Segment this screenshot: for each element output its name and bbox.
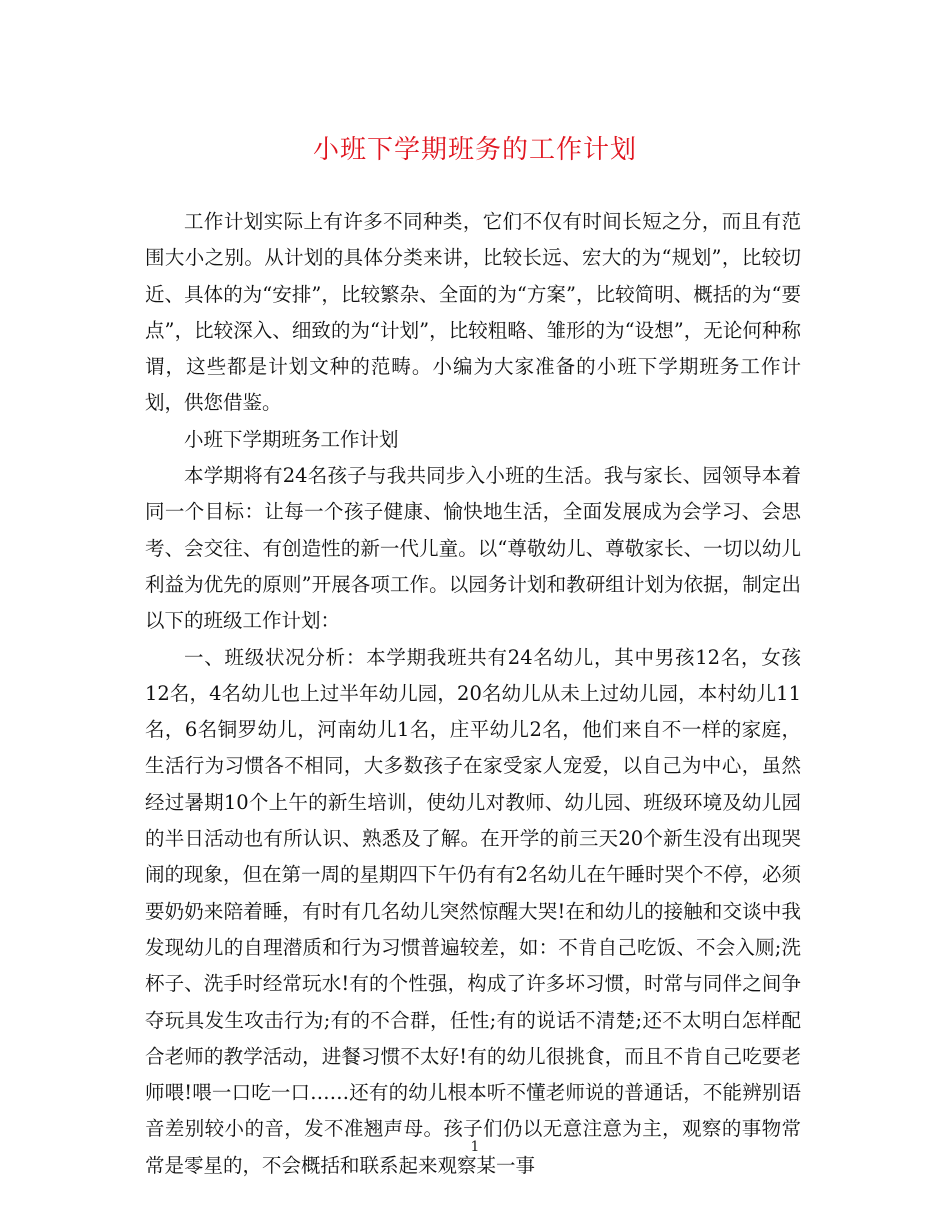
document-body	[145, 204, 801, 1184]
page-number: 1	[470, 1139, 480, 1155]
intro-paragraph: 工作计划实际上有许多不同种类，它们不仅有时间长短之分，而且有范围大小之别。从计划的具体分类来讲，比较长远、宏大的为“规划”，比较切近、具体的为“安排”，比较繁杂、全面的为“方案”，比较简明、概括的为“要点”，比较深入、细致的为“计划”，比较粗略、雏形的为“设想”，无论何种称谓，这些都是计划文种的范畴。小编为大家准备的小班下学期班务工作计划，供您借鉴。	[145, 210, 801, 415]
goal-paragraph: 本学期将有24名孩子与我共同步入小班的生活。我与家长、园领导本着同一个目标：让每一个孩子健康、愉快地生活，全面发展成为会学习、会思考、会交往、有创造性的新一代儿童。以“尊敬幼儿、尊敬家长、一切以幼儿利益为优先的原则”开展各项工作。以园务计划和教研组计划为依据，制定出以下的班级工作计划：	[145, 464, 801, 633]
document-title: 小班下学期班务的工作计划	[312, 135, 637, 165]
section-heading: 小班下学期班务工作计划	[184, 427, 399, 451]
class-analysis-paragraph: 一、班级状况分析：本学期我班共有24名幼儿，其中男孩12名，女孩12名，4名幼儿也上过半年幼儿园，20名幼儿从未上过幼儿园，本村幼儿11名，6名铜罗幼儿，河南幼儿1名，庄平幼儿2名，他们来自不一样的家庭，生活行为习惯各不相同，大多数孩子在家受家人宠爱，以自己为中心，虽然经过暑期10个上午的新生培训，使幼儿对教师、幼儿园、班级环境及幼儿园的半日活动也有所认识、熟悉及了解。在开学的前三天20个新生没有出现哭闹的现象，但在第一周的星期四下午仍有有2名幼儿在午睡时哭个不停，必须要奶奶来陪着睡，有时有几名幼儿突然惊醒大哭!在和幼儿的接触和交谈中我发现幼儿的自理潜质和行为习惯普遍较差，如：不肯自己吃饭、不会入厕;洗杯子、洗手时经常玩水!有的个性强，构成了许多坏习惯，时常与同伴之间争夺玩具发生攻击行为;有的不合群，任性;有的说话不清楚;还不太明白怎样配合老师的教学活动，进餐习惯不太好!有的幼儿很挑食，而且不肯自己吃要老师喂!喂一口吃一口……还有的幼儿根本听不懂老师说的普通话，不能辨别语音差别较小的音，发不准翘声母。孩子们仍以无意注意为主，观察的事物常常是零星的，不会概括和联系起来观察某一事	[145, 645, 801, 1177]
